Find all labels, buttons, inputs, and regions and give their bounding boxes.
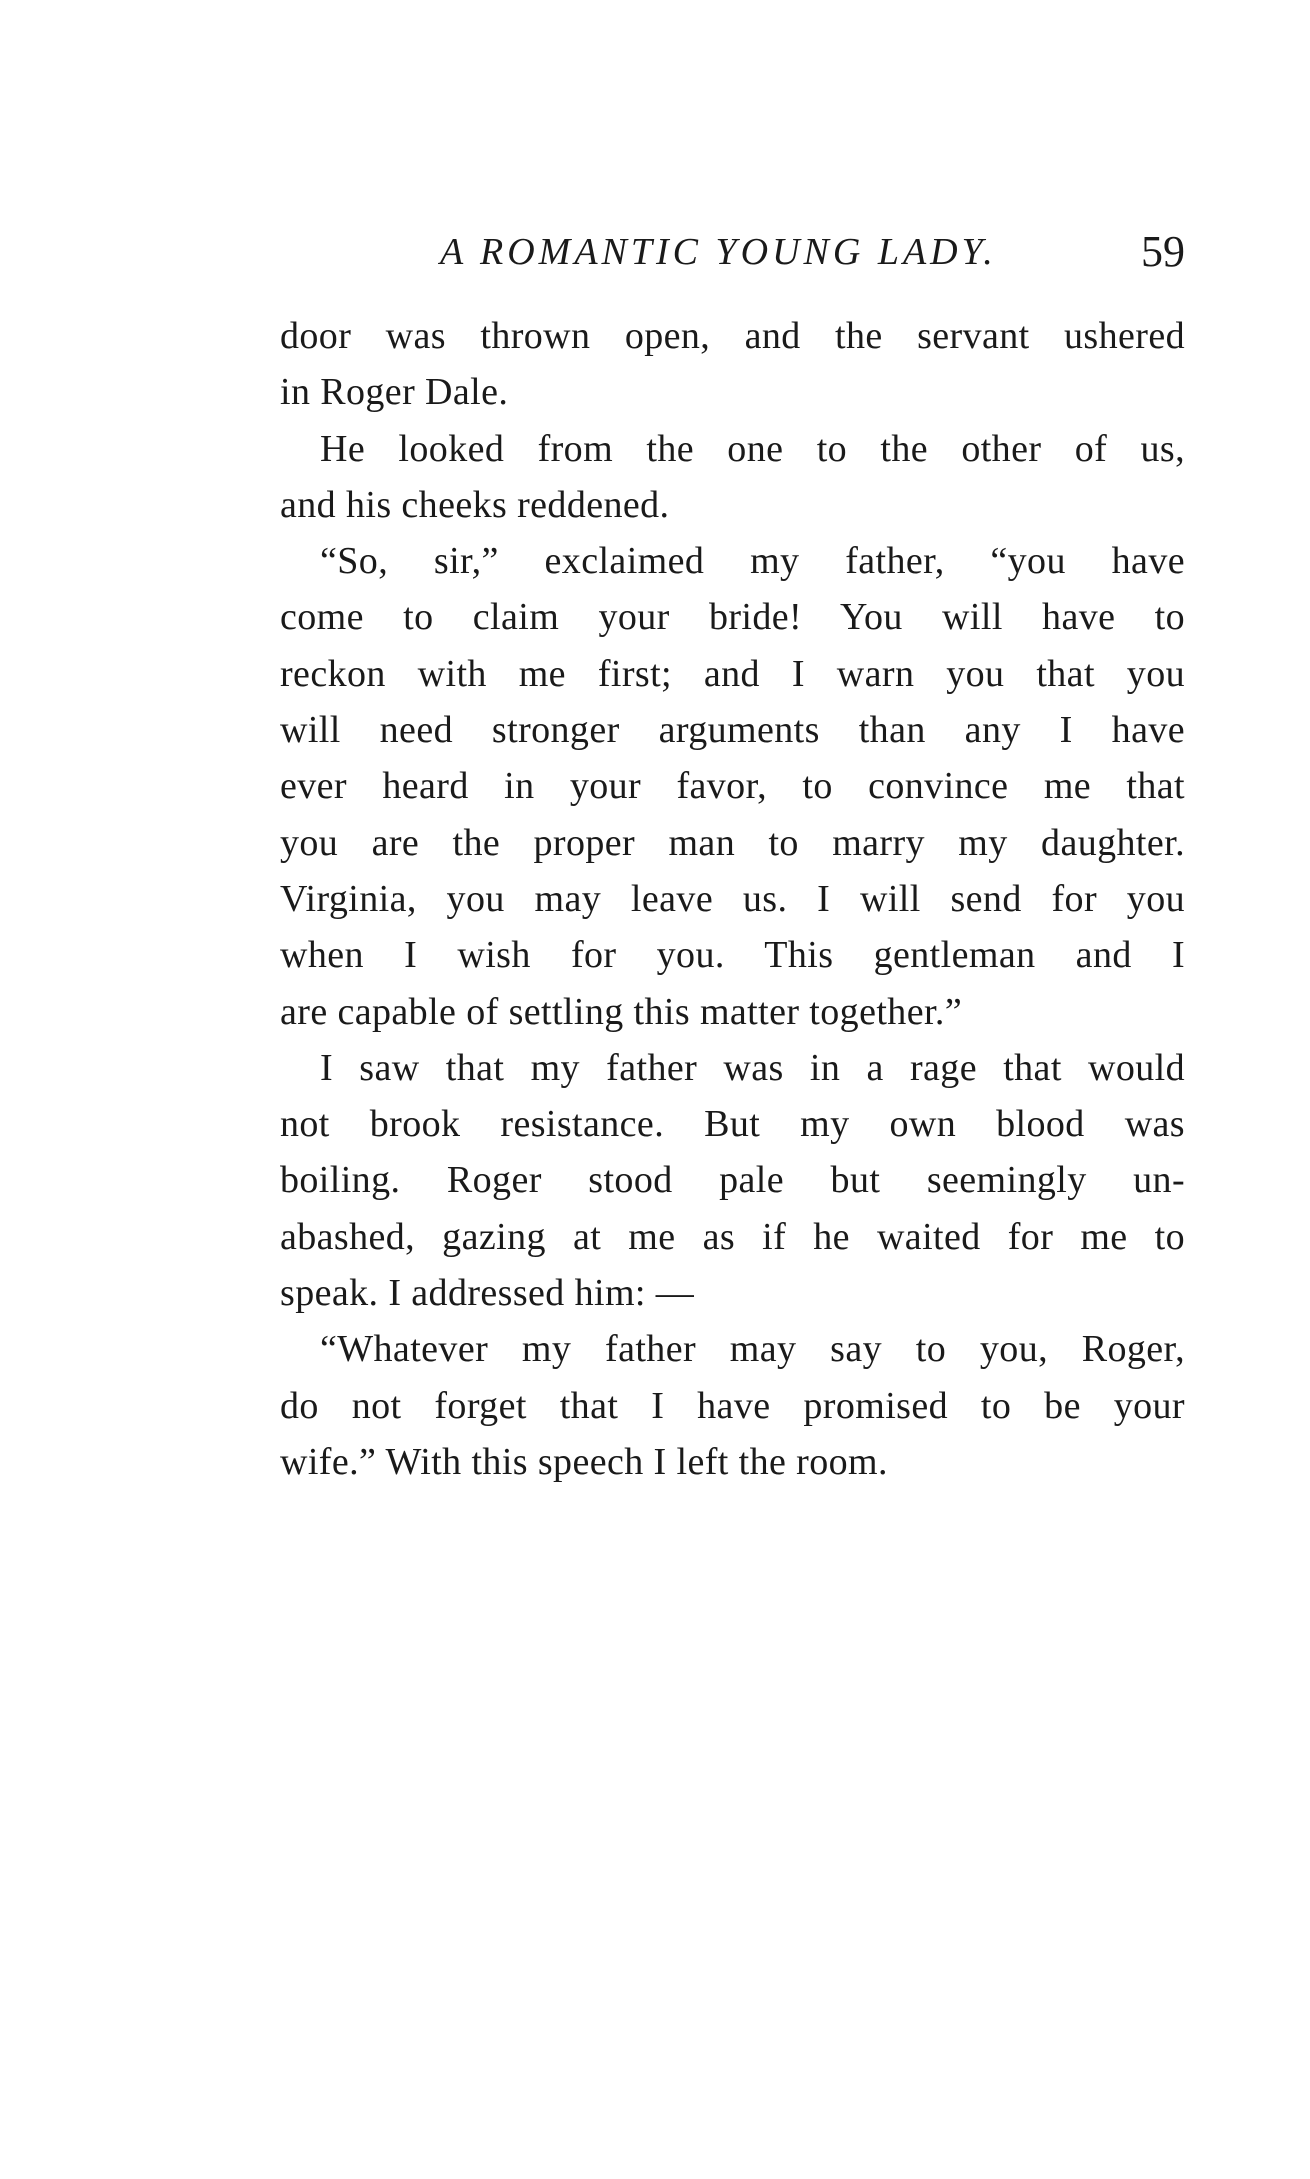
- text-line: “So, sir,” exclaimed my father, “you have: [320, 540, 1185, 583]
- text-line: in Roger Dale.: [280, 371, 509, 414]
- text-line: Virginia, you may leave us. I will send for you: [280, 877, 1185, 920]
- text-line: boiling. Roger stood pale but seemingly un-: [280, 1159, 1185, 1202]
- text-line: and his cheeks reddened.: [280, 483, 670, 526]
- running-title: A ROMANTIC YOUNG LADY.: [440, 231, 997, 273]
- text-line: do not forget that I have promised to be your: [280, 1384, 1185, 1427]
- text-line: reckon with me first; and I warn you that you: [280, 652, 1185, 695]
- text-line: will need stronger arguments than any I have: [280, 709, 1185, 752]
- text-line: I saw that my father was in a rage that would: [320, 1046, 1185, 1089]
- text-line: abashed, gazing at me as if he waited for me to: [280, 1215, 1185, 1258]
- text-line: wife.” With this speech I left the room.: [280, 1440, 888, 1483]
- text-line: ever heard in your favor, to convince me that: [280, 765, 1185, 808]
- text-line: you are the proper man to marry my daughter.: [280, 821, 1185, 864]
- text-line: “Whatever my father may say to you, Roger,: [320, 1328, 1185, 1371]
- page-header: [280, 222, 1185, 282]
- text-line: when I wish for you. This gentleman and I: [280, 934, 1185, 977]
- text-line: come to claim your bride! You will have to: [280, 596, 1185, 639]
- text-line: speak. I addressed him: —: [280, 1272, 695, 1315]
- body-text: [280, 308, 1185, 1490]
- text-line: are capable of settling this matter together.”: [280, 990, 963, 1033]
- page-number: 59: [1141, 227, 1185, 276]
- text-line: not brook resistance. But my own blood was: [280, 1103, 1185, 1146]
- text-line: door was thrown open, and the servant ushered: [280, 315, 1185, 357]
- text-line: He looked from the one to the other of us,: [320, 427, 1185, 470]
